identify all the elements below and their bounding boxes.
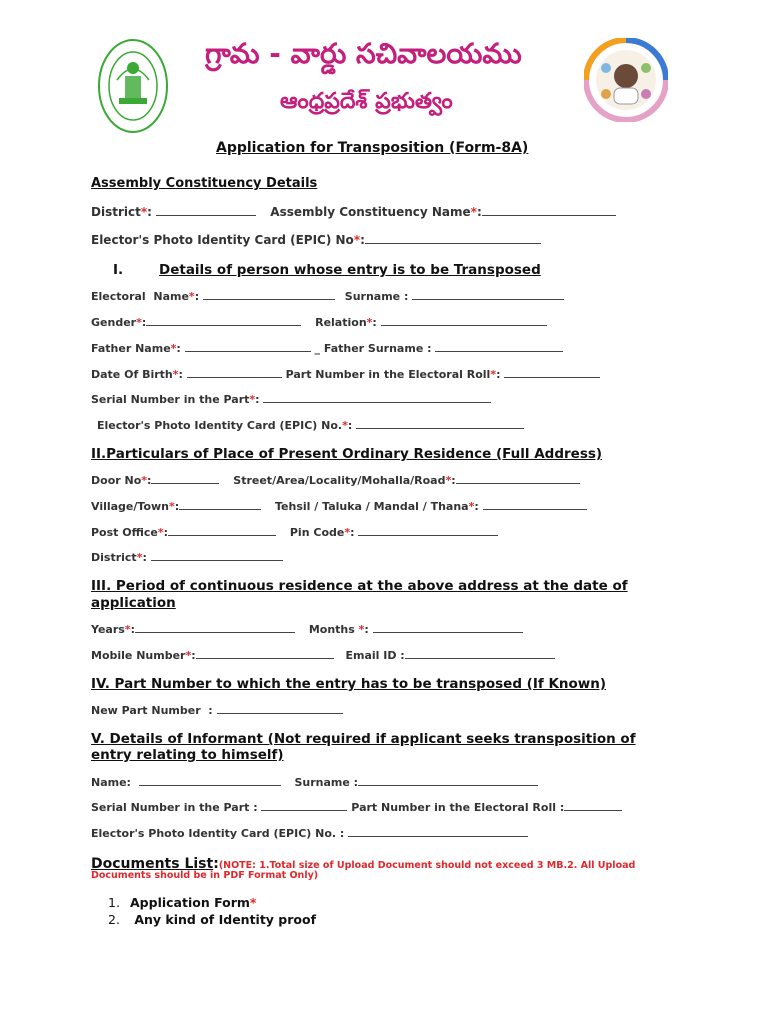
informant-surname-field[interactable] [358, 776, 538, 786]
street-field[interactable] [456, 474, 580, 484]
s1-row-4: Date Of Birth*: Part Number in the Electoral Roll*: [91, 368, 600, 381]
s1-row-1: Electoral Name*: Surname : [91, 290, 564, 303]
s2-row-2: Village/Town*: Tehsil / Taluka / Mandal / Thana*: [91, 500, 587, 513]
document-item-1: 1. Application Form* [108, 895, 257, 910]
part-number-field[interactable] [504, 368, 600, 378]
documents-note-1: (NOTE: 1.Total size of Upload Document should not exceed 3 MB.2. All Upload [218, 860, 636, 871]
ap-government-emblem [97, 38, 169, 134]
pin-code-field[interactable] [358, 526, 498, 536]
district-field[interactable] [156, 206, 256, 216]
section-3-heading-line-2: application [91, 595, 176, 611]
header-title: గ్రామ - వార్డు సచివాలయము [205, 37, 522, 70]
assembly-name-label: Assembly Constituency Name [270, 205, 471, 219]
new-part-field[interactable] [217, 704, 343, 714]
s2-district-field[interactable] [151, 551, 283, 561]
s2-row-4: District*: [91, 551, 283, 564]
s3-row-1: Years*: Months *: [91, 623, 523, 636]
months-field[interactable] [373, 623, 523, 633]
email-field[interactable] [405, 649, 555, 659]
father-surname-field[interactable] [435, 342, 563, 352]
assembly-name-field[interactable] [482, 206, 616, 216]
electoral-name-field[interactable] [203, 290, 335, 300]
section-3-heading-line-1: III. Period of continuous residence at the above address at the date of [91, 578, 628, 594]
relation-field[interactable] [381, 316, 547, 326]
section-5-heading-line-2: entry relating to himself) [91, 747, 284, 763]
s5-row-3: Elector's Photo Identity Card (EPIC) No. : [91, 827, 528, 840]
tehsil-field[interactable] [483, 500, 587, 510]
s5-row-1: Name: Surname : [91, 776, 538, 789]
documents-heading: Documents List [91, 856, 214, 872]
door-no-field[interactable] [151, 474, 219, 484]
years-field[interactable] [135, 623, 295, 633]
s1-epic-field[interactable] [356, 419, 524, 429]
dob-field[interactable] [187, 368, 282, 378]
post-office-field[interactable] [168, 526, 276, 536]
s1-row-3: Father Name*: _ Father Surname : [91, 342, 563, 355]
s2-row-1: Door No*: Street/Area/Locality/Mohalla/Road*: [91, 474, 580, 487]
secretariat-logo [584, 38, 668, 122]
serial-number-field[interactable] [263, 393, 491, 403]
gender-field[interactable] [146, 316, 301, 326]
father-name-field[interactable] [185, 342, 311, 352]
header-subtitle: ఆంధ్రప్రదేశ్ ప్రభుత్వం [280, 89, 453, 114]
epic-label: Elector's Photo Identity Card (EPIC) No [91, 233, 354, 247]
assembly-heading: Assembly Constituency Details [91, 176, 318, 191]
epic-field[interactable] [365, 234, 541, 244]
document-item-2: 2. Any kind of Identity proof [108, 912, 317, 927]
section-2-heading: II.Particulars of Place of Present Ordinary Residence (Full Address) [91, 446, 603, 462]
section-4-heading: IV. Part Number to which the entry has to be transposed (If Known) [91, 676, 607, 692]
form-title: Application for Transposition (Form-8A) [216, 140, 529, 156]
district-label: District [91, 205, 141, 219]
mobile-field[interactable] [196, 649, 334, 659]
surname-field[interactable] [412, 290, 564, 300]
assembly-row-1: District*: Assembly Constituency Name*: [91, 205, 616, 219]
informant-part-field[interactable] [564, 801, 622, 811]
s1-row-2: Gender*: Relation*: [91, 316, 547, 329]
assembly-row-2: Elector's Photo Identity Card (EPIC) No*: [91, 233, 541, 247]
s3-row-2: Mobile Number*: Email ID : [91, 649, 555, 662]
village-field[interactable] [179, 500, 261, 510]
s1-row-5: Serial Number in the Part*: [91, 393, 491, 406]
section-5-heading-line-1: V. Details of Informant (Not required if applicant seeks transposition of [91, 731, 636, 747]
s1-row-6: Elector's Photo Identity Card (EPIC) No.*: [97, 419, 524, 432]
s2-row-3: Post Office*: Pin Code*: [91, 526, 498, 539]
informant-serial-field[interactable] [261, 801, 347, 811]
s4-row-1: New Part Number : [91, 704, 343, 717]
s5-row-2: Serial Number in the Part : Part Number in the Electoral Roll : [91, 801, 622, 814]
informant-epic-field[interactable] [348, 827, 528, 837]
informant-name-field[interactable] [139, 776, 281, 786]
documents-heading-row: Documents List:(NOTE: 1.Total size of Upload Document should not exceed 3 MB.2. All Upload [91, 856, 636, 872]
documents-note-2: Documents should be in PDF Format Only) [91, 870, 319, 881]
